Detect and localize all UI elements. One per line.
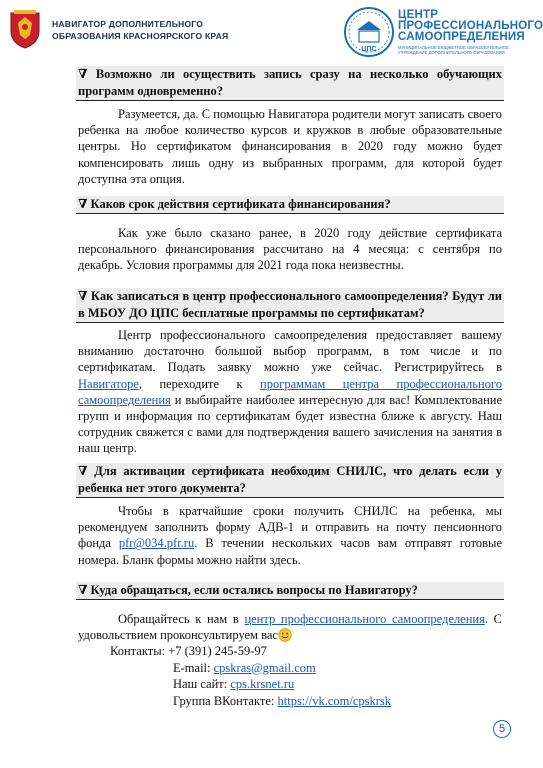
email-link[interactable]: cpskras@gmail.com bbox=[213, 660, 316, 675]
programs-link[interactable]: программам центра профессионального самоопределения bbox=[78, 376, 503, 407]
faq-answer-2: Как уже было сказано ранее, в 2020 году действие сертификата персонального финансирования рассчитано на 4 месяца: с сентября по декабрь. Условия программы для 2021 года пока неизвестны. bbox=[78, 226, 502, 273]
faq-question-3: ∇ Как записаться в центр профессионального самоопределения? Будут ли в МБОУ ДО ЦПС бесплатные программы по сертификатам? bbox=[76, 288, 504, 323]
navigator-title: НАВИГАТОР ДОПОЛНИТЕЛЬНОГО ОБРАЗОВАНИЯ КРАСНОЯРСКОГО КРАЯ bbox=[52, 19, 229, 41]
cps-title: ЦЕНТР ПРОФЕССИОНАЛЬНОГО САМООПРЕДЕЛЕНИЯ bbox=[398, 9, 543, 43]
page-header bbox=[0, 0, 543, 60]
faq-answer-1: Разумеется, да. С помощью Навигатора родители могут записать своего ребенка на любое количество курсов и кружков в любые образовательные центры. Но сертификатом финансирования в 2020 году можно будет компенсировать лишь одну из выбранных программ, для которой будет доступна эта опция. bbox=[78, 107, 502, 186]
triangle-marker-icon: ∇ bbox=[78, 197, 88, 211]
cps-subtitle: МУНИЦИПАЛЬНОЕ БЮДЖЕТНОЕ ОБРАЗОВАТЕЛЬНОЕ УЧРЕЖДЕНИЕ ДОПОЛНИТЕЛЬНОГО ОБРАЗОВАНИЯ bbox=[398, 45, 510, 55]
phone-number: +7 (391) 245-59-97 bbox=[168, 644, 267, 658]
contacts-site-row: Наш сайт: cps.krsnet.ru bbox=[173, 677, 295, 691]
contacts-email-row: E-mail: cpskras@gmail.com bbox=[173, 660, 316, 675]
faq-question-5: ∇ Куда обращаться, если остались вопросы по Навигатору? bbox=[76, 582, 504, 600]
contacts-vk-row: Группа ВКонтакте: https://vk.com/cpskrsk bbox=[173, 693, 392, 708]
center-link[interactable]: центр профессионального самоопределения bbox=[244, 612, 485, 626]
smile-emoji-icon bbox=[278, 628, 292, 642]
triangle-marker-icon: ∇ bbox=[78, 583, 88, 597]
faq-question-2: ∇ Каков срок действия сертификата финансирования? bbox=[76, 196, 504, 214]
faq-answer-3: Центр профессионального самоопределения предоставляет вашему вниманию достаточно большой выбор программ, в том числе и по сертификатам. Подать заявку можно уже сейчас. Регистрируйтесь в Навигаторе, переходите к программам центра профессионального самоопределения и выбирайте наиболее интересную для вас! Комплектование групп и информация по сертификатам будет известна ближе к августу. Наш сотрудник свяжется с вами для подтверждения вашего зачисления на занятия в наш центр. bbox=[78, 328, 503, 456]
faq-answer-5: Обращайтесь к нам в центр профессионального самоопределения. С удовольствием проконсультируем вас bbox=[78, 612, 502, 643]
faq-question-4: ∇ Для активации сертификата необходим СНИЛС, что делать если у ребенка нет этого документа? bbox=[76, 463, 504, 498]
faq-question-1: ∇ Возможно ли осуществить запись сразу на несколько обучающих программ одновременно? bbox=[76, 66, 504, 101]
triangle-marker-icon: ∇ bbox=[78, 67, 88, 81]
cps-logo-icon bbox=[343, 6, 395, 58]
triangle-marker-icon: ∇ bbox=[78, 464, 88, 478]
triangle-marker-icon: ∇ bbox=[78, 289, 88, 303]
navigator-link[interactable]: Навигаторе bbox=[78, 376, 139, 391]
site-link[interactable]: cps.krsnet.ru bbox=[230, 677, 295, 691]
vk-link[interactable]: https://vk.com/cpskrsk bbox=[277, 693, 392, 708]
contacts-phone-row: Контакты: +7 (391) 245-59-97 bbox=[110, 644, 267, 658]
krasnoyarsk-coat-of-arms-icon bbox=[8, 9, 42, 49]
contacts-block bbox=[110, 643, 391, 709]
pfr-email-link[interactable]: pfr@034.pfr.ru bbox=[118, 536, 195, 551]
page-number: 5 bbox=[493, 720, 511, 738]
faq-answer-4: Чтобы в кратчайшие сроки получить СНИЛС на ребенка, мы рекомендуем заполнить форму АДВ-1 и отправить на почту пенсионного фонда pfr@034.pfr.ru. В течении нескольких часов вам отправят готовые номера. Бланк формы можно найти здесь. bbox=[78, 504, 502, 567]
cps-logo-text: ЦПС bbox=[361, 46, 377, 53]
